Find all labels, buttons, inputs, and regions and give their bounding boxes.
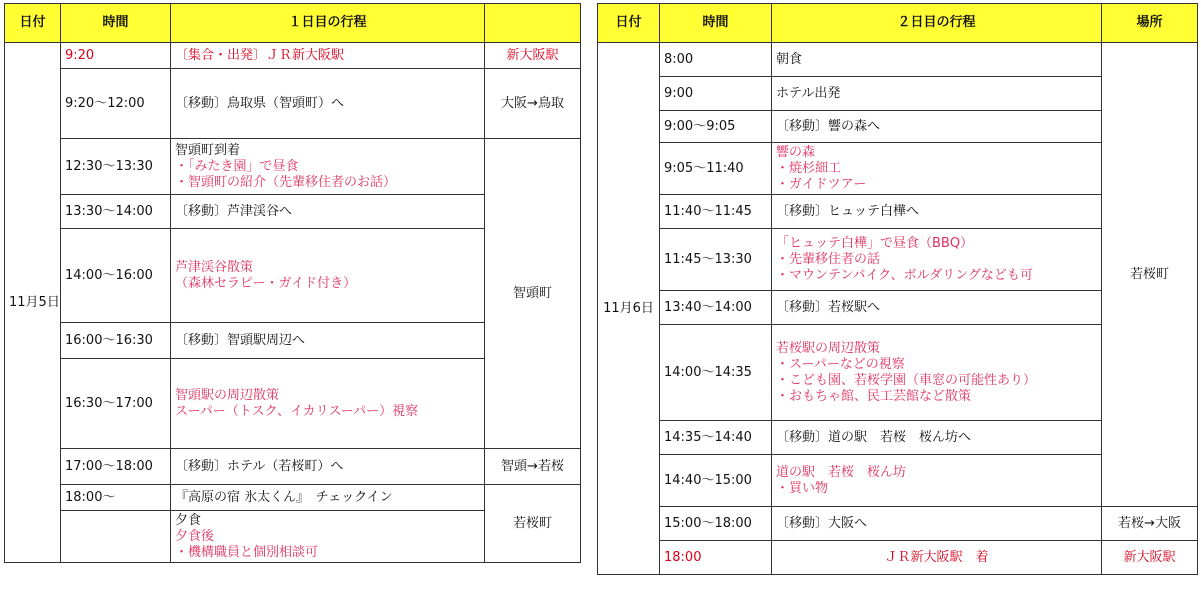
day1-itinerary-cell — [171, 323, 485, 359]
day2-itinerary-cell — [772, 143, 1102, 195]
day1-schedule-table — [4, 3, 581, 563]
day1-time-cell: 16:00～16:30 — [61, 323, 171, 359]
day1-row — [5, 139, 581, 195]
day2-date-cell: 11月6日 — [598, 43, 660, 575]
day1-time-cell: 16:30～17:00 — [61, 359, 171, 449]
itinerary-line: 夕食後 — [175, 528, 215, 544]
itinerary-line: ・先輩移住者の話 — [776, 251, 881, 267]
day1-itinerary-cell — [171, 359, 485, 449]
itinerary-line: 道の駅 若桜 桜ん坊 — [776, 464, 907, 480]
itinerary-line: 〔移動〕若桜駅へ — [776, 299, 881, 315]
day1-time-cell: 12:30～13:30 — [61, 139, 171, 195]
itinerary-line: ・焼杉細工 — [776, 160, 842, 176]
day1-place-cell: 新大阪駅 — [485, 43, 581, 69]
itinerary-line: ・スーパーなどの視察 — [776, 356, 905, 372]
itinerary-line: 〔移動〕鳥取県（智頭町）へ — [175, 95, 345, 111]
day1-header-date: 日付 — [5, 4, 61, 43]
itinerary-line: 〔移動〕智頭駅周辺へ — [175, 332, 306, 348]
day2-itinerary-cell — [772, 77, 1102, 111]
itinerary-line: ・こども園、若桜学園（車窓の可能性あり） — [776, 372, 1037, 388]
day2-itinerary-cell — [772, 455, 1102, 507]
day2-place-cell: 若桜町 — [1102, 43, 1198, 507]
day2-time-cell: 11:45～13:30 — [660, 229, 772, 291]
day2-time-cell: 9:00 — [660, 77, 772, 111]
day1-header-itinerary: １日目の行程 — [171, 4, 485, 43]
day2-time-cell: 8:00 — [660, 43, 772, 77]
day2-time-cell: 9:00～9:05 — [660, 111, 772, 143]
day1-itinerary-cell — [171, 485, 485, 511]
day1-header-time: 時間 — [61, 4, 171, 43]
day2-time-cell: 11:40～11:45 — [660, 195, 772, 229]
day2-row — [598, 541, 1198, 575]
itinerary-line: 〔移動〕響の森へ — [776, 118, 881, 134]
day2-itinerary-cell — [772, 229, 1102, 291]
day1-itinerary-cell — [171, 449, 485, 485]
day2-time-cell: 18:00 — [660, 541, 772, 575]
itinerary-line: ・智頭町の紹介（先輩移住者のお話） — [175, 174, 397, 190]
day1-row — [5, 485, 581, 511]
day2-itinerary-cell — [772, 43, 1102, 77]
day2-time-cell: 14:00～14:35 — [660, 325, 772, 421]
day2-header-place: 場所 — [1102, 4, 1198, 43]
day2-time-cell: 9:05～11:40 — [660, 143, 772, 195]
itinerary-line: 若桜駅の周辺散策 — [776, 340, 881, 356]
day1-itinerary-cell — [171, 43, 485, 69]
itinerary-line: ・ガイドツアー — [776, 176, 867, 192]
day1-place-cell: 智頭→若桜 — [485, 449, 581, 485]
itinerary-line: 『高原の宿 氷太くん』 チェックイン — [175, 489, 393, 505]
day1-itinerary-cell — [171, 195, 485, 229]
day1-time-cell: 14:00～16:00 — [61, 229, 171, 323]
day2-time-cell: 14:35～14:40 — [660, 421, 772, 455]
day1-time-cell — [61, 511, 171, 563]
day2-header-row — [598, 4, 1198, 43]
day2-schedule-table — [597, 3, 1198, 575]
day2-header-date: 日付 — [598, 4, 660, 43]
day1-row — [5, 69, 581, 139]
day2-itinerary-cell — [772, 541, 1102, 575]
day2-row — [598, 507, 1198, 541]
day2-itinerary-cell — [772, 291, 1102, 325]
itinerary-line: ・買い物 — [776, 480, 829, 496]
itinerary-line: 〔移動〕芦津渓谷へ — [175, 203, 293, 219]
itinerary-line: 芦津渓谷散策 — [175, 259, 254, 275]
day1-date-cell: 11月5日 — [5, 43, 61, 563]
day1-time-cell: 18:00～ — [61, 485, 171, 511]
day1-itinerary-cell — [171, 139, 485, 195]
itinerary-line: 〔移動〕大阪へ — [776, 515, 868, 531]
itinerary-line: 智頭駅の周辺散策 — [175, 387, 280, 403]
day1-place-cell: 大阪→鳥取 — [485, 69, 581, 139]
day1-itinerary-cell — [171, 69, 485, 139]
itinerary-line: スーパー（トスク、イカリスーパー）視察 — [175, 403, 419, 419]
day1-header-row — [5, 4, 581, 43]
itinerary-line: ホテル出発 — [776, 85, 841, 101]
itinerary-line: 〔移動〕ヒュッテ白樺へ — [776, 203, 920, 219]
itinerary-line: 夕食 — [175, 512, 202, 528]
day1-itinerary-cell — [171, 511, 485, 563]
itinerary-line: ・機構職員と個別相談可 — [175, 544, 319, 560]
day2-header-itinerary: ２日目の行程 — [772, 4, 1102, 43]
day1-itinerary-cell — [171, 229, 485, 323]
day2-time-cell: 15:00～18:00 — [660, 507, 772, 541]
itinerary-line: 〔移動〕道の駅 若桜 桜ん坊へ — [776, 429, 972, 445]
day2-itinerary-cell — [772, 507, 1102, 541]
itinerary-line: ・マウンテンバイク、ボルダリングなども可 — [776, 267, 1033, 283]
day2-place-cell: 新大阪駅 — [1102, 541, 1198, 575]
day1-place-cell: 智頭町 — [485, 139, 581, 449]
day2-itinerary-cell — [772, 111, 1102, 143]
day2-itinerary-cell — [772, 325, 1102, 421]
itinerary-line: ・「みたき園」で昼食 — [175, 158, 299, 174]
day1-header-place — [485, 4, 581, 43]
day1-time-cell: 9:20 — [61, 43, 171, 69]
day2-header-time: 時間 — [660, 4, 772, 43]
day2-itinerary-cell — [772, 195, 1102, 229]
itinerary-line: （森林セラピー・ガイド付き） — [175, 275, 357, 291]
day1-row — [5, 43, 581, 69]
day2-place-cell: 若桜→大阪 — [1102, 507, 1198, 541]
itinerary-line: 〔移動〕ホテル（若桜町）へ — [175, 458, 344, 474]
itinerary-line: ＪＲ新大阪駅 着 — [884, 549, 989, 565]
itinerary-line: 響の森 — [776, 144, 816, 160]
itinerary-line: ・おもちゃ館、民工芸館など散策 — [776, 388, 972, 404]
day2-time-cell: 14:40～15:00 — [660, 455, 772, 507]
day1-time-cell: 17:00～18:00 — [61, 449, 171, 485]
itinerary-line: 智頭町到着 — [175, 142, 241, 158]
day1-row — [5, 449, 581, 485]
itinerary-line: 〔集合・出発〕ＪＲ新大阪駅 — [175, 47, 345, 63]
day1-time-cell: 9:20～12:00 — [61, 69, 171, 139]
itinerary-line: 「ヒュッテ白樺」で昼食（BBQ） — [776, 235, 974, 251]
day2-row — [598, 43, 1198, 77]
day1-place-cell: 若桜町 — [485, 485, 581, 563]
day1-time-cell: 13:30～14:00 — [61, 195, 171, 229]
day2-itinerary-cell — [772, 421, 1102, 455]
day2-time-cell: 13:40～14:00 — [660, 291, 772, 325]
itinerary-line: 朝食 — [776, 51, 803, 67]
